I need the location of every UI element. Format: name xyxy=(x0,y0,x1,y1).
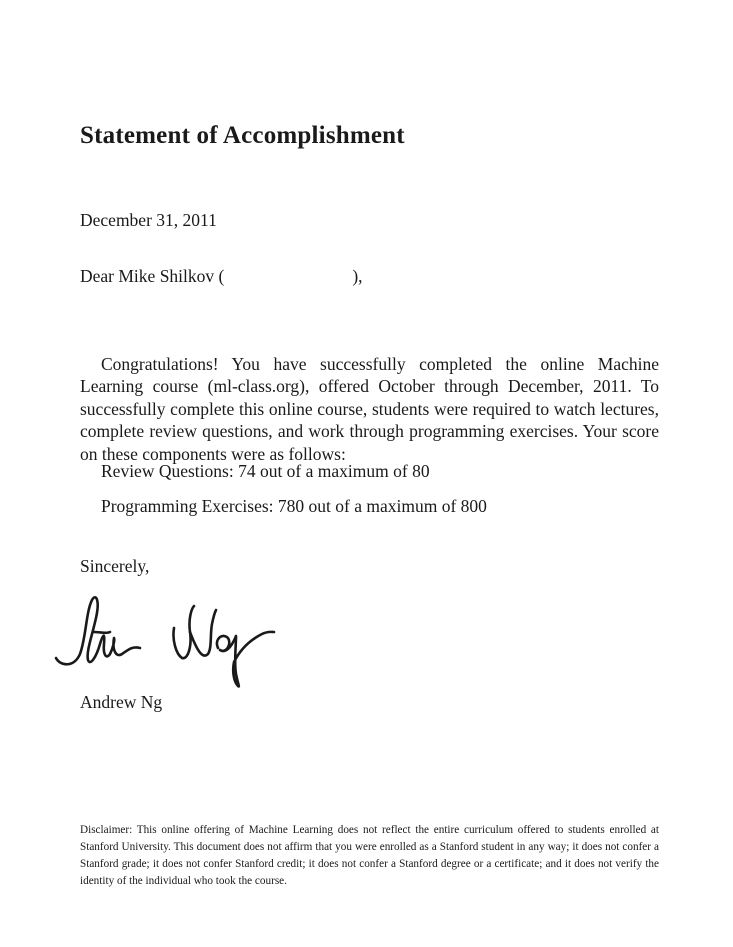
review-questions-score: Review Questions: 74 out of a maximum of 80 xyxy=(101,461,430,481)
greeting-salutation: Dear Mike Shilkov xyxy=(80,266,215,286)
body-paragraph: Congratulations! You have successfully completed the online Machine Learning course (ml-class.org), offered October through December, 2011. To successfully complete this online course, students were required to watch lectures, complete review questions, and work through programming exercises. Your score on these components were as follows: xyxy=(80,353,659,464)
greeting-open-paren: ( xyxy=(218,266,225,286)
issue-date: December 31, 2011 xyxy=(80,210,217,230)
document-title: Statement of Accomplishment xyxy=(80,122,405,149)
signer-name: Andrew Ng xyxy=(80,692,163,712)
closing-line: Sincerely, xyxy=(80,556,150,576)
disclaimer-text: Disclaimer: This online offering of Machine Learning does not reflect the entire curriculum offered to students enrolled at Stanford University. This document does not affirm that you were enrolled as a Stanford student in any way; it does not confer a Stanford grade; it does not confer Stanford credit; it does not confer a Stanford degree or a certificate; and it does not verify the identity of the individual who took the course. xyxy=(80,824,659,888)
greeting-close: ), xyxy=(352,266,363,286)
programming-exercises-score: Programming Exercises: 780 out of a maximum of 800 xyxy=(101,496,487,516)
signature-image xyxy=(50,588,278,692)
greeting-line xyxy=(80,266,363,287)
